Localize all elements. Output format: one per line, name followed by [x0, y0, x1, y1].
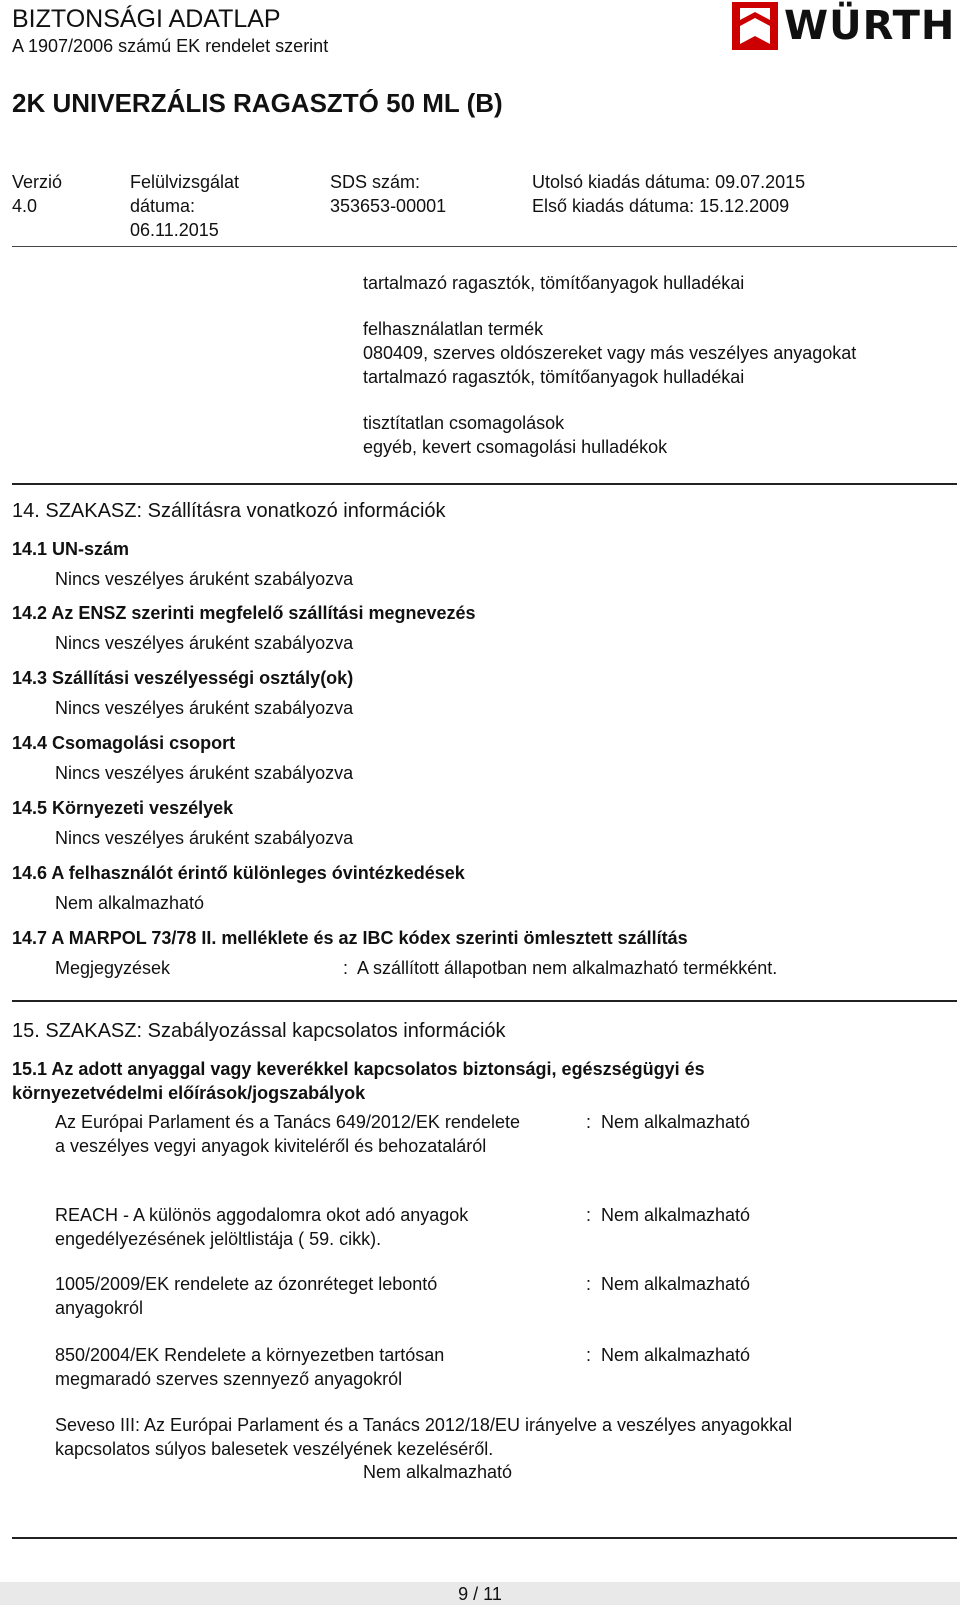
section-divider: [12, 1000, 957, 1002]
seveso-line: Seveso III: Az Európai Parlament és a Tanács 2012/18/EU irányelve a veszélyes anyagokkal: [55, 1415, 793, 1435]
product-name: 2K UNIVERZÁLIS RAGASZTÓ 50 ML (B): [12, 88, 503, 118]
regulation-value: : Nem alkalmazható: [586, 1345, 751, 1365]
section-14-4-value: Nincs veszélyes áruként szabályozva: [55, 763, 354, 783]
regulation-label: 1005/2009/EK rendelete az ózonréteget lebontó anyagokról: [55, 1274, 438, 1318]
section-14-7-heading: 14.7 A MARPOL 73/78 II. melléklete és az IBC kódex szerinti ömlesztett szállítás: [12, 928, 688, 948]
section-15-title: 15. SZAKASZ: Szabályozással kapcsolatos információk: [12, 1020, 506, 1042]
remarks-label: Megjegyzések: [55, 958, 171, 978]
section-14-2-heading: 14.2 Az ENSZ szerinti megfelelő szállítási megnevezés: [12, 603, 476, 623]
sds-number-field: SDS szám: 353653-00001: [330, 172, 447, 216]
section-14-title: 14. SZAKASZ: Szállításra vonatkozó információk: [12, 500, 446, 522]
section-divider: [12, 483, 957, 485]
remarks-value: : A szállított állapotban nem alkalmazható termékként.: [343, 958, 778, 978]
section-14-5-value: Nincs veszélyes áruként szabályozva: [55, 828, 354, 848]
version-field: Verzió 4.0: [12, 172, 63, 216]
section-14-4-heading: 14.4 Csomagolási csoport: [12, 733, 236, 753]
regulation-value: : Nem alkalmazható: [586, 1274, 751, 1294]
issue-dates-field: Utolsó kiadás dátuma: 09.07.2015 Első kiadás dátuma: 15.12.2009: [532, 172, 806, 216]
wurth-logo: [732, 2, 956, 50]
packaging-desc: egyéb, kevert csomagolási hulladékok: [363, 437, 668, 457]
section-14-1-value: Nincs veszélyes áruként szabályozva: [55, 569, 354, 589]
section-14-3-heading: 14.3 Szállítási veszélyességi osztály(ok): [12, 668, 354, 688]
section-14-5-heading: 14.5 Környezeti veszélyek: [12, 798, 234, 818]
document-title: BIZTONSÁGI ADATLAP: [12, 5, 281, 33]
wurth-logo-mark-icon: [732, 2, 778, 50]
waste-line: tartalmazó ragasztók, tömítőanyagok hulladékai: [363, 273, 745, 293]
regulation-label: Az Európai Parlament és a Tanács 649/2012/EK rendelete a veszélyes vegyi anyagok kiviteléről és behozataláról: [55, 1112, 520, 1156]
regulation-value: : Nem alkalmazható: [586, 1205, 751, 1225]
unused-product-label: felhasználatlan termék: [363, 319, 544, 339]
page-number: 9 / 11: [458, 1584, 502, 1604]
seveso-value: Nem alkalmazható: [363, 1462, 513, 1482]
revision-date-field: Felülvizsgálat dátuma: 06.11.2015: [130, 172, 240, 240]
section-14-1-heading: 14.1 UN-szám: [12, 539, 130, 559]
unused-product-desc: tartalmazó ragasztók, tömítőanyagok hulladékai: [363, 367, 745, 387]
logo-wordmark: WÜRTH: [784, 3, 956, 49]
section-14-3-value: Nincs veszélyes áruként szabályozva: [55, 698, 354, 718]
footer-divider: [12, 1537, 957, 1539]
section-14-6-value: Nem alkalmazható: [55, 893, 205, 913]
unused-product-code: 080409, szerves oldószereket vagy más veszélyes anyagokat: [363, 343, 857, 363]
regulation-label: 850/2004/EK Rendelete a környezetben tartósan megmaradó szerves szennyező anyagokról: [55, 1345, 445, 1389]
seveso-line: kapcsolatos súlyos balesetek veszélyének kezeléséről.: [55, 1439, 494, 1459]
section-15-1-heading: 15.1 Az adott anyaggal vagy keverékkel kapcsolatos biztonsági, egészségügyi és környezetvédelmi előírások/jogszabályok: [12, 1059, 705, 1103]
regulation-value: : Nem alkalmazható: [586, 1112, 751, 1132]
section-14-6-heading: 14.6 A felhasználót érintő különleges óvintézkedések: [12, 863, 465, 883]
section-14-2-value: Nincs veszélyes áruként szabályozva: [55, 633, 354, 653]
document-subtitle: A 1907/2006 számú EK rendelet szerint: [12, 36, 329, 56]
regulation-label: REACH - A különös aggodalomra okot adó anyagok engedélyezésének jelöltlistája ( 59. cikk).: [55, 1205, 469, 1249]
packaging-label: tisztítatlan csomagolások: [363, 413, 565, 433]
header-divider: [12, 246, 957, 247]
